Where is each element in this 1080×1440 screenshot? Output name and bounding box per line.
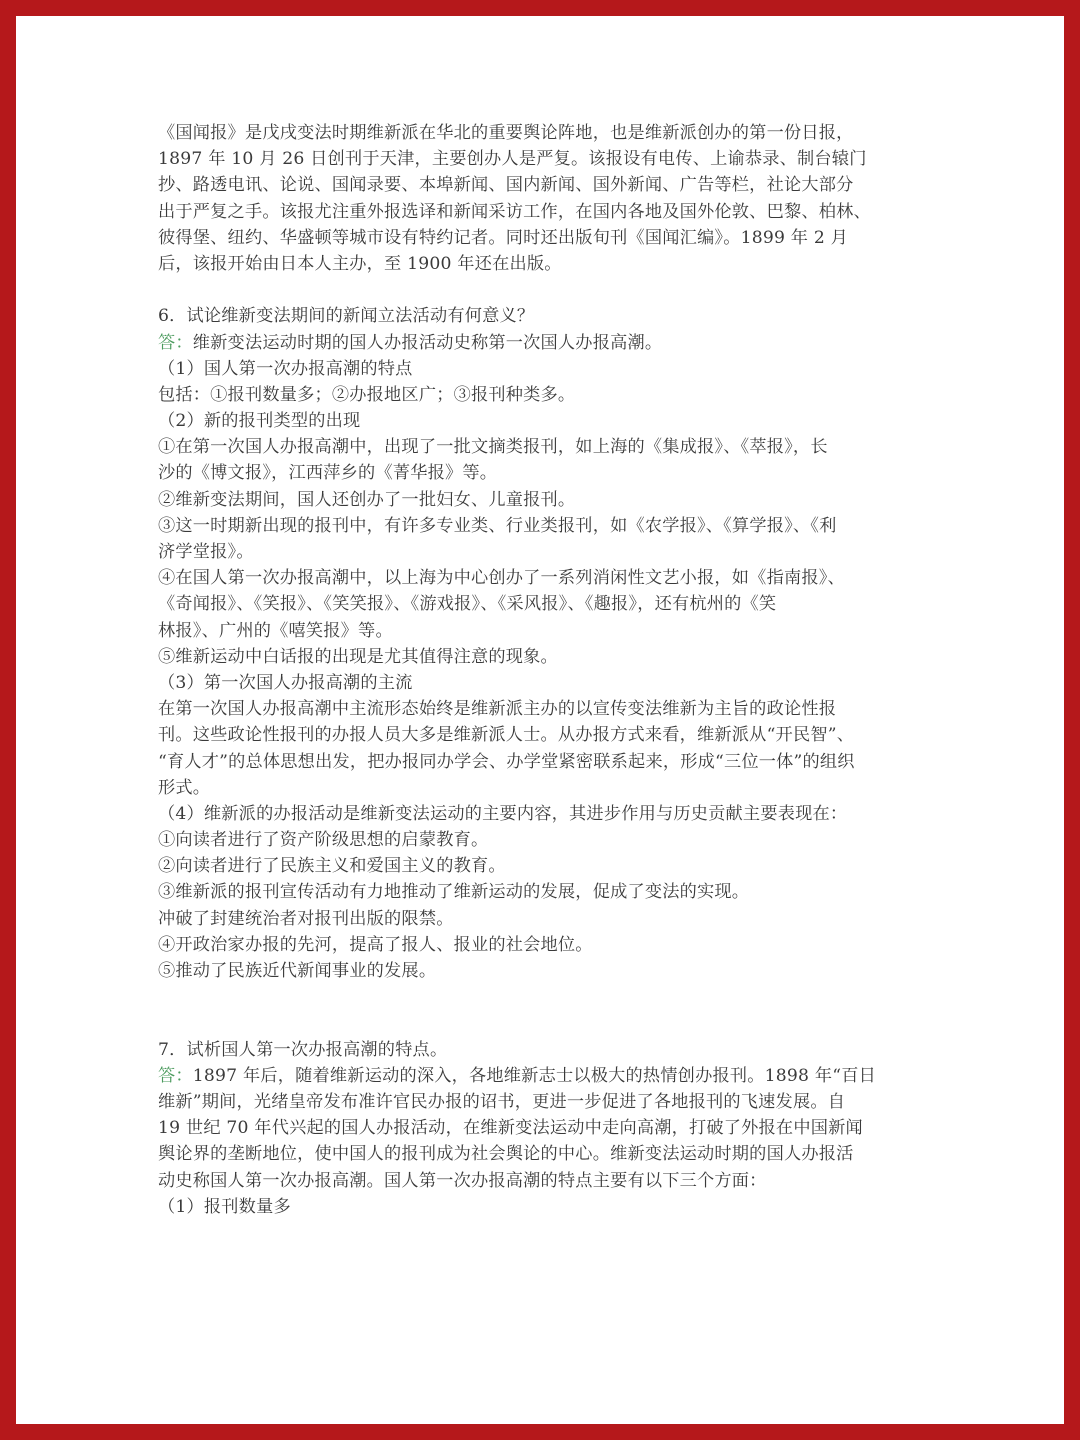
- intro-line: 《国闻报》是戊戌变法时期维新派在华北的重要舆论阵地，也是维新派创办的第一份日报，: [158, 123, 854, 143]
- answer-label: 答：: [158, 1065, 193, 1086]
- answer-line: 刊。这些政论性报刊的办报人员大多是维新派人士。从办报方式来看，维新派从“开民智”、: [158, 725, 855, 746]
- answer-line: 维新”期间，光绪皇帝发布准许官民办报的诏书，更进一步促进了各地报刊的飞速发展。自: [158, 1091, 846, 1112]
- answer-line: 19 世纪 70 年代兴起的国人办报活动，在维新变法运动中走向高潮，打破了外报在中国新闻: [158, 1118, 863, 1139]
- intro-line: 抄、路透电讯、论说、国闻录要、本埠新闻、国内新闻、国外新闻、广告等栏，社论大部分: [158, 175, 854, 196]
- intro-line: 彼得堡、纽约、华盛顿等城市设有特约记者。同时还出版旬刊《国闻汇编》。1899 年 2 月: [158, 227, 849, 248]
- answer-line: ④在国人第一次办报高潮中，以上海为中心创办了一系列消闲性文艺小报，如《指南报》、: [158, 568, 845, 589]
- answer-line: 包括：①报刊数量多；②办报地区广；③报刊种类多。: [158, 384, 576, 405]
- answer-text: 1897 年后，随着维新运动的深入，各地维新志士以极大的热情创办报刊。1898 年“百日: [192, 1065, 876, 1086]
- intro-paragraph: [158, 120, 918, 277]
- answer-line: ①在第一次国人办报高潮中，出现了一批文摘类报刊，如上海的《集成报》、《萃报》，长: [158, 437, 828, 458]
- answer-line: 济学堂报》。: [158, 542, 254, 562]
- intro-line: 出于严复之手。该报尤注重外报选译和新闻采访工作，在国内各地及国外伦敦、巴黎、柏林、: [158, 201, 871, 222]
- answer-line: “育人才”的总体思想出发，把办报同办学会、办学堂紧密联系起来，形成“三位一体”的组织: [158, 751, 855, 772]
- answer-line: 舆论界的垄断地位，使中国人的报刊成为社会舆论的中心。维新变法运动时期的国人办报活: [158, 1144, 854, 1165]
- question-7-answer-first: [158, 1063, 918, 1089]
- answer-line: ⑤维新运动中白话报的出现是尤其值得注意的现象。: [158, 646, 558, 667]
- answer-line: （1）报刊数量多: [158, 1196, 291, 1217]
- answer-line: ④开政治家办报的先河，提高了报人、报业的社会地位。: [158, 934, 593, 955]
- answer-line: 动史称国人第一次办报高潮。国人第一次办报高潮的特点主要有以下三个方面：: [158, 1170, 767, 1191]
- answer-line: ②向读者进行了民族主义和爱国主义的教育。: [158, 856, 506, 877]
- spacer: [158, 277, 918, 303]
- answer-text: 维新变法运动时期的国人办报活动史称第一次国人办报高潮。: [192, 332, 663, 353]
- answer-line: （3）第一次国人办报高潮的主流: [158, 672, 413, 693]
- answer-line: ①向读者进行了资产阶级思想的启蒙教育。: [158, 830, 489, 851]
- question-7-title: 7．试析国人第一次办报高潮的特点。: [158, 1039, 448, 1060]
- answer-line: ③维新派的报刊宣传活动有力地推动了维新运动的发展，促成了变法的实现。: [158, 882, 750, 903]
- answer-line: ⑤推动了民族近代新闻事业的发展。: [158, 961, 437, 981]
- answer-line: 《奇闻报》、《笑报》、《笑笑报》、《游戏报》、《采风报》、《趣报》，还有杭州的《笑: [158, 594, 777, 615]
- question-6-block: [158, 303, 918, 984]
- spacer: [158, 984, 918, 1036]
- document-body: [158, 120, 918, 1220]
- answer-label: 答：: [158, 332, 193, 353]
- answer-line: 沙的《博文报》，江西萍乡的《菁华报》等。: [158, 463, 498, 484]
- question-6-answer-first: [158, 330, 918, 356]
- answer-line: 形式。: [158, 777, 211, 798]
- intro-line: 后，该报开始由日本人主办，至 1900 年还在出版。: [158, 253, 562, 274]
- answer-line: （2）新的报刊类型的出现: [158, 411, 361, 432]
- answer-line: 在第一次国人办报高潮中主流形态始终是维新派主办的以宣传变法维新为主旨的政论性报: [158, 699, 837, 720]
- intro-line: 1897 年 10 月 26 日创刊于天津，主要创办人是严复。该报设有电传、上谕恭录、制台辕门: [158, 149, 867, 170]
- answer-line: 冲破了封建统治者对报刊出版的限禁。: [158, 908, 454, 929]
- question-7-block: [158, 1037, 918, 1220]
- answer-line: ③这一时期新出现的报刊中，有许多专业类、行业类报刊，如《农学报》、《算学报》、《利: [158, 515, 837, 536]
- answer-line: ②维新变法期间，国人还创办了一批妇女、儿童报刊。: [158, 489, 576, 510]
- answer-line: 林报》、广州的《嘻笑报》等。: [158, 620, 393, 641]
- answer-line: （4）维新派的办报活动是维新变法运动的主要内容，其进步作用与历史贡献主要表现在：: [158, 803, 848, 824]
- answer-line: （1）国人第一次办报高潮的特点: [158, 358, 413, 379]
- question-6-title: 6．试论维新变法期间的新闻立法活动有何意义？: [158, 306, 535, 327]
